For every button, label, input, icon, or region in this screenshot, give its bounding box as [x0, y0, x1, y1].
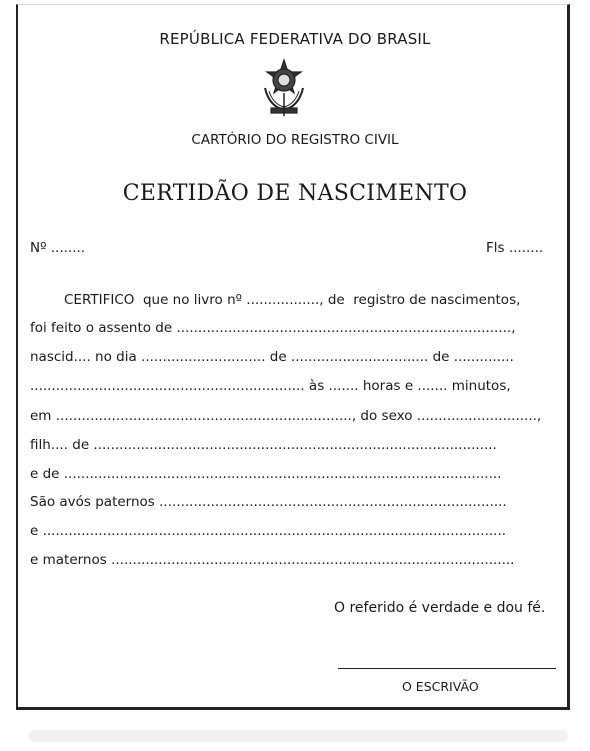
republic-heading: REPÚBLICA FEDERATIVA DO BRASIL — [159, 30, 431, 48]
body-line: e ............................................................................................................ — [30, 523, 507, 539]
body-line: CERTIFICO que no livro nº ................., de registro de nascimentos, — [64, 292, 521, 308]
page-number: Fls ........ — [486, 240, 544, 256]
clerk-signature-label: O ESCRIVÃO — [402, 679, 479, 694]
body-line: e maternos .............................................................................................. — [30, 552, 515, 568]
body-line: filh.... de .............................................................................................. — [30, 437, 497, 453]
scan-smudge — [28, 730, 568, 742]
certificate-number: Nº ........ — [30, 240, 86, 256]
body-line: ................................................................ às ....... horas e ....... minutos, — [30, 378, 511, 394]
closing-statement: O referido é verdade e dou fé. — [334, 600, 546, 616]
body-line: nascid.... no dia ............................. de ................................ de .............. — [30, 349, 514, 365]
coat-of-arms-icon — [259, 58, 309, 118]
body-line: e de ...................................................................................................... — [30, 466, 502, 482]
body-line: em ....................................................................., do sexo ............................, — [30, 408, 542, 424]
body-line: foi feito o assento de .............................................................................., — [30, 320, 516, 336]
signature-line — [338, 668, 556, 669]
body-line: São avós paternos ................................................................................. — [30, 494, 507, 510]
registry-office-heading: CARTÓRIO DO REGISTRO CIVIL — [191, 132, 399, 148]
document-title: CERTIDÃO DE NASCIMENTO — [122, 181, 468, 206]
